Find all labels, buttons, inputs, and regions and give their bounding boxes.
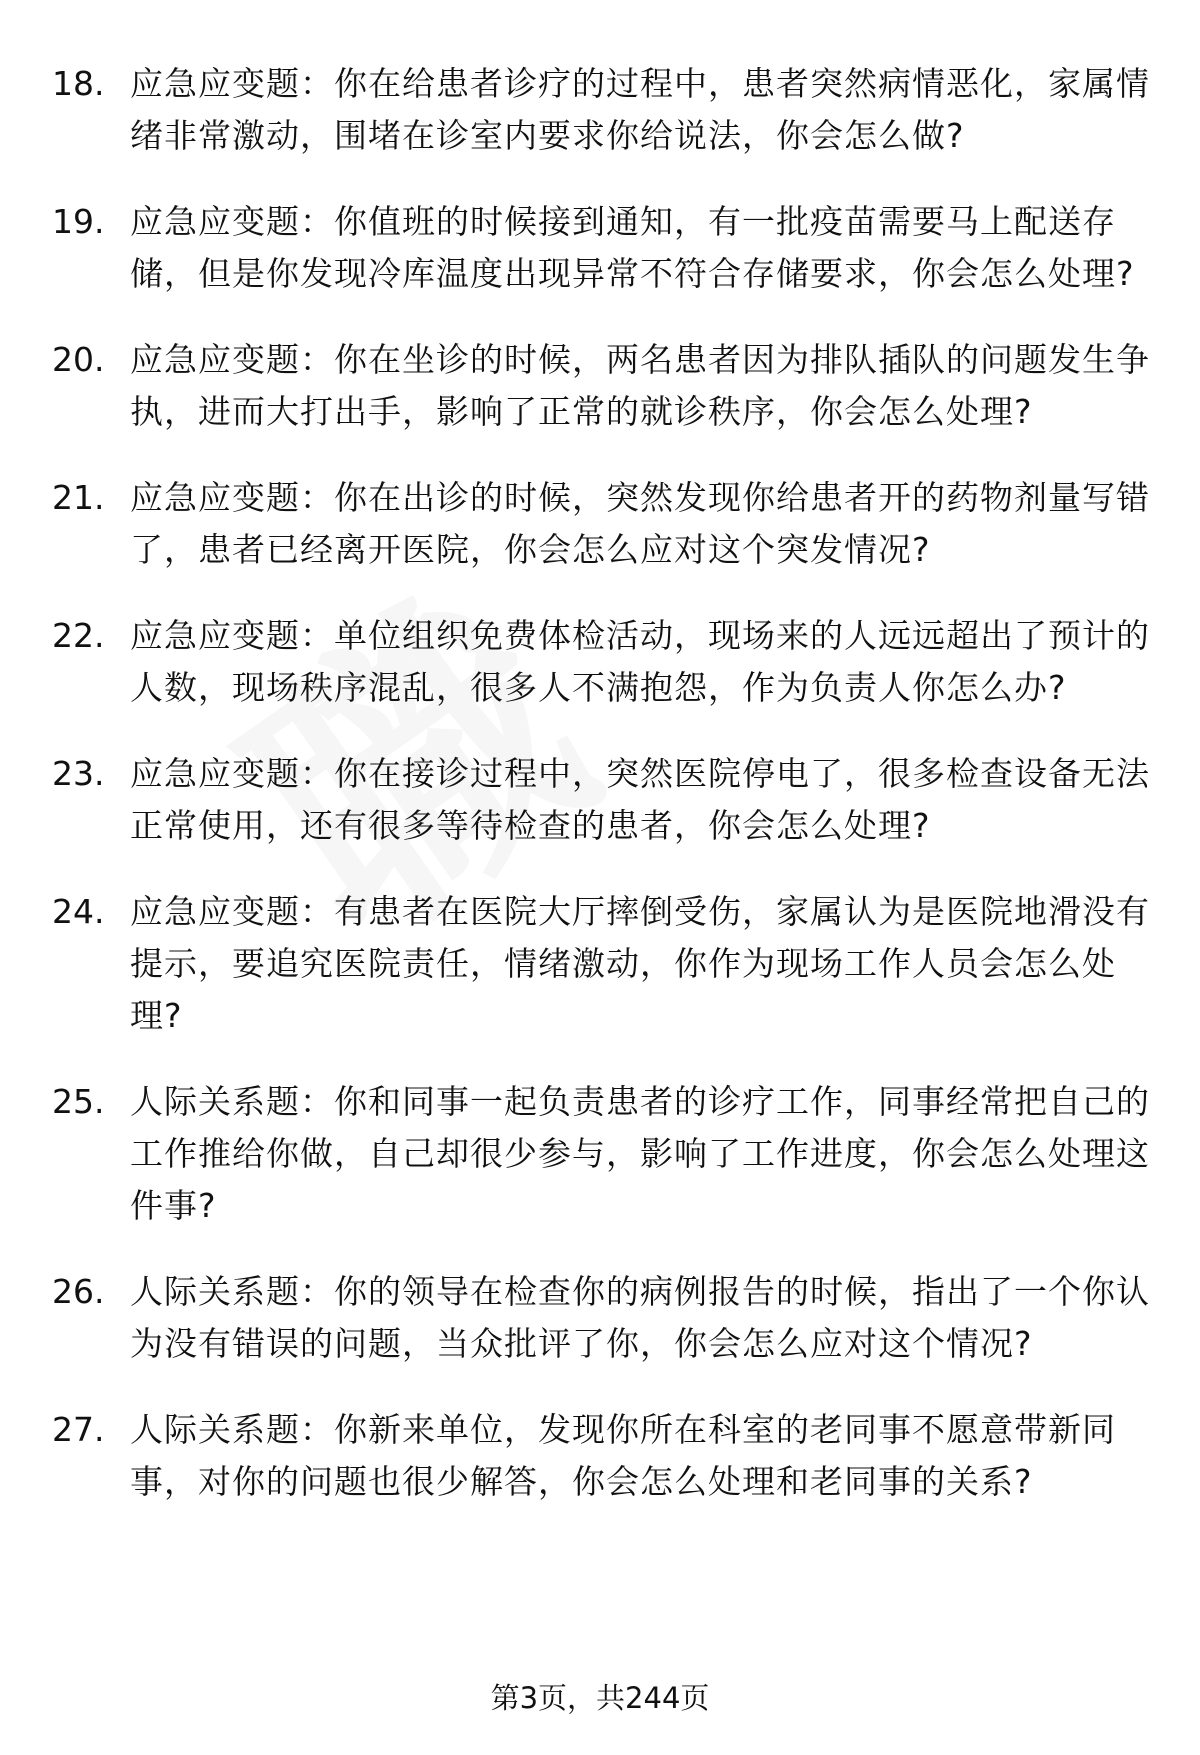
question-text: 应急应变题：你在给患者诊疗的过程中，患者突然病情恶化，家属情绪非常激动，围堵在诊室内要求你给说法，你会怎么做? <box>130 64 1150 155</box>
question-item <box>0 1076 1200 1232</box>
question-number: 24. <box>52 892 105 931</box>
question-number: 22. <box>52 616 105 655</box>
question-number: 19. <box>52 202 105 241</box>
question-item <box>0 1404 1200 1508</box>
question-item <box>0 748 1200 852</box>
question-text: 应急应变题：你在坐诊的时候，两名患者因为排队插队的问题发生争执，进而大打出手，影响了正常的就诊秩序，你会怎么处理? <box>130 340 1150 431</box>
question-text: 应急应变题：单位组织免费体检活动，现场来的人远远超出了预计的人数，现场秩序混乱，很多人不满抱怨，作为负责人你怎么办? <box>130 616 1150 707</box>
question-number: 25. <box>52 1082 105 1121</box>
question-number: 23. <box>52 754 105 793</box>
question-list <box>0 58 1200 1542</box>
question-number: 26. <box>52 1272 105 1311</box>
question-text: 人际关系题：你新来单位，发现你所在科室的老同事不愿意带新同事，对你的问题也很少解答，你会怎么处理和老同事的关系? <box>130 1410 1116 1501</box>
question-number: 27. <box>52 1410 105 1449</box>
question-number: 18. <box>52 64 105 103</box>
question-item <box>0 886 1200 1042</box>
question-text: 人际关系题：你和同事一起负责患者的诊疗工作，同事经常把自己的工作推给你做，自己却很少参与，影响了工作进度，你会怎么处理这件事? <box>130 1082 1150 1225</box>
question-item <box>0 334 1200 438</box>
question-number: 20. <box>52 340 105 379</box>
question-number: 21. <box>52 478 105 517</box>
question-item <box>0 1266 1200 1370</box>
question-item <box>0 196 1200 300</box>
page-footer: 第3页，共244页 <box>490 1681 710 1715</box>
question-item <box>0 58 1200 162</box>
question-item <box>0 610 1200 714</box>
question-text: 人际关系题：你的领导在检查你的病例报告的时候，指出了一个你认为没有错误的问题，当众批评了你，你会怎么应对这个情况? <box>130 1272 1150 1363</box>
question-text: 应急应变题：你值班的时候接到通知，有一批疫苗需要马上配送存储，但是你发现冷库温度出现异常不符合存储要求，你会怎么处理? <box>130 202 1135 293</box>
question-text: 应急应变题：你在出诊的时候，突然发现你给患者开的药物剂量写错了，患者已经离开医院，你会怎么应对这个突发情况? <box>130 478 1150 569</box>
question-text: 应急应变题：有患者在医院大厅摔倒受伤，家属认为是医院地滑没有提示，要追究医院责任，情绪激动，你作为现场工作人员会怎么处理? <box>130 892 1150 1035</box>
question-text: 应急应变题：你在接诊过程中，突然医院停电了，很多检查设备无法正常使用，还有很多等待检查的患者，你会怎么处理? <box>130 754 1150 845</box>
question-item <box>0 472 1200 576</box>
